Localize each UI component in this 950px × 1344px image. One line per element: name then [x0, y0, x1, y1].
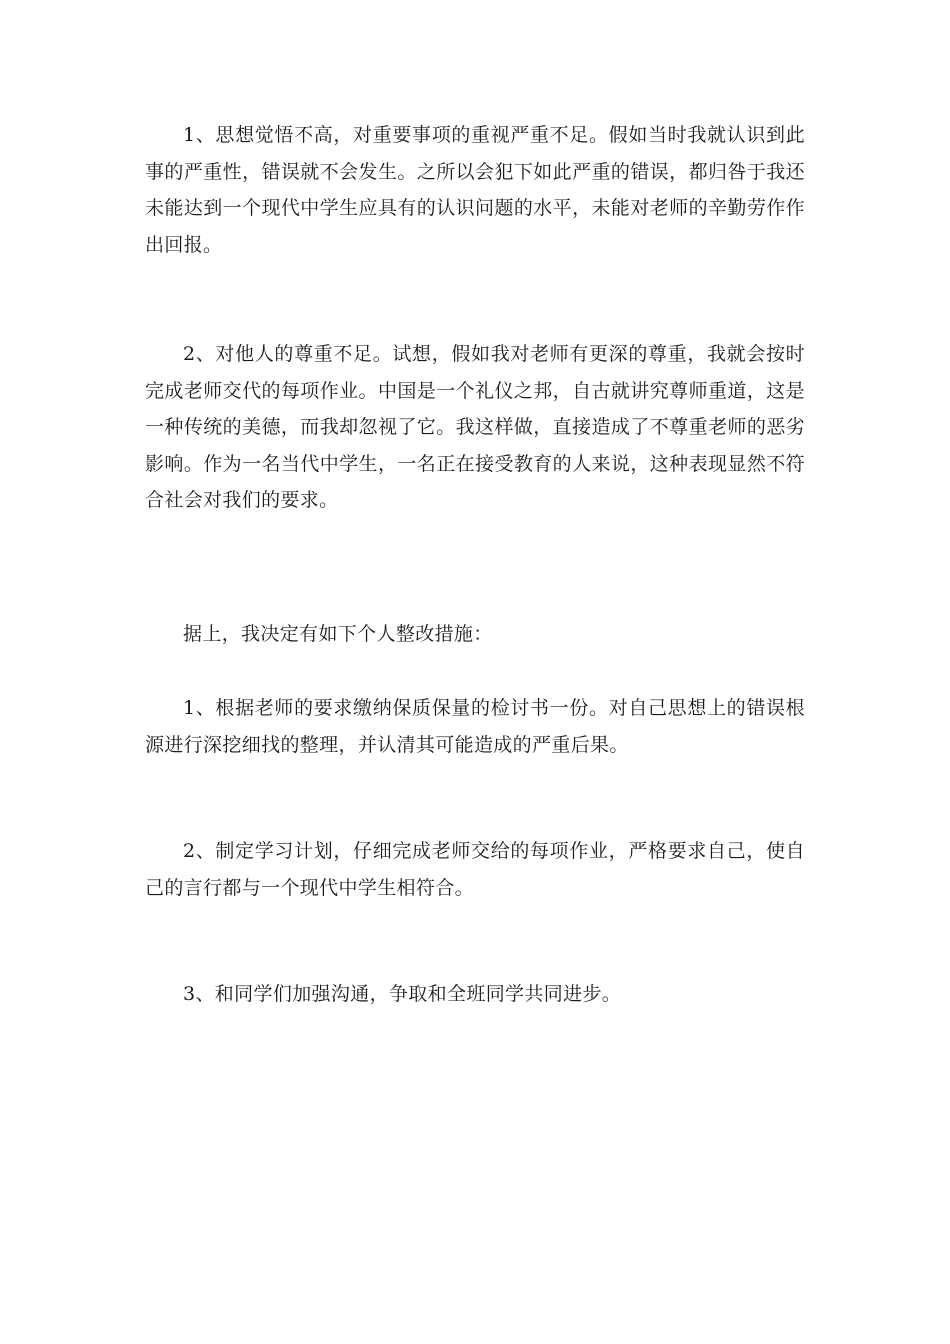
paragraph-measure-1: 1、根据老师的要求缴纳保质保量的检讨书一份。对自己思想上的错误根源进行深挖细找的整理，并认清其可能造成的严重后果。: [145, 697, 805, 756]
paragraph-measures-intro: 据上，我决定有如下个人整改措施：: [183, 623, 493, 645]
paragraph-measure-3: 3、和同学们加强沟通，争取和全班同学共同进步。: [183, 983, 622, 1005]
paragraph-reflection-1: 1、思想觉悟不高，对重要事项的重视严重不足。假如当时我就认识到此事的严重性，错误就不会发生。之所以会犯下如此严重的错误，都归咎于我还未能达到一个现代中学生应具有的认识问题的水平，未能对老师的辛勤劳作作出回报。: [145, 124, 805, 256]
paragraph-measure-2: 2、制定学习计划，仔细完成老师交给的每项作业，严格要求自己，使自己的言行都与一个现代中学生相符合。: [145, 840, 805, 899]
paragraph-reflection-2: 2、对他人的尊重不足。试想，假如我对老师有更深的尊重，我就会按时完成老师交代的每项作业。中国是一个礼仪之邦，自古就讲究尊师重道，这是一种传统的美德，而我却忽视了它。我这样做，直接造成了不尊重老师的恶劣影响。作为一名当代中学生，一名正在接受教育的人来说，这种表现显然不符合社会对我们的要求。: [145, 343, 805, 511]
